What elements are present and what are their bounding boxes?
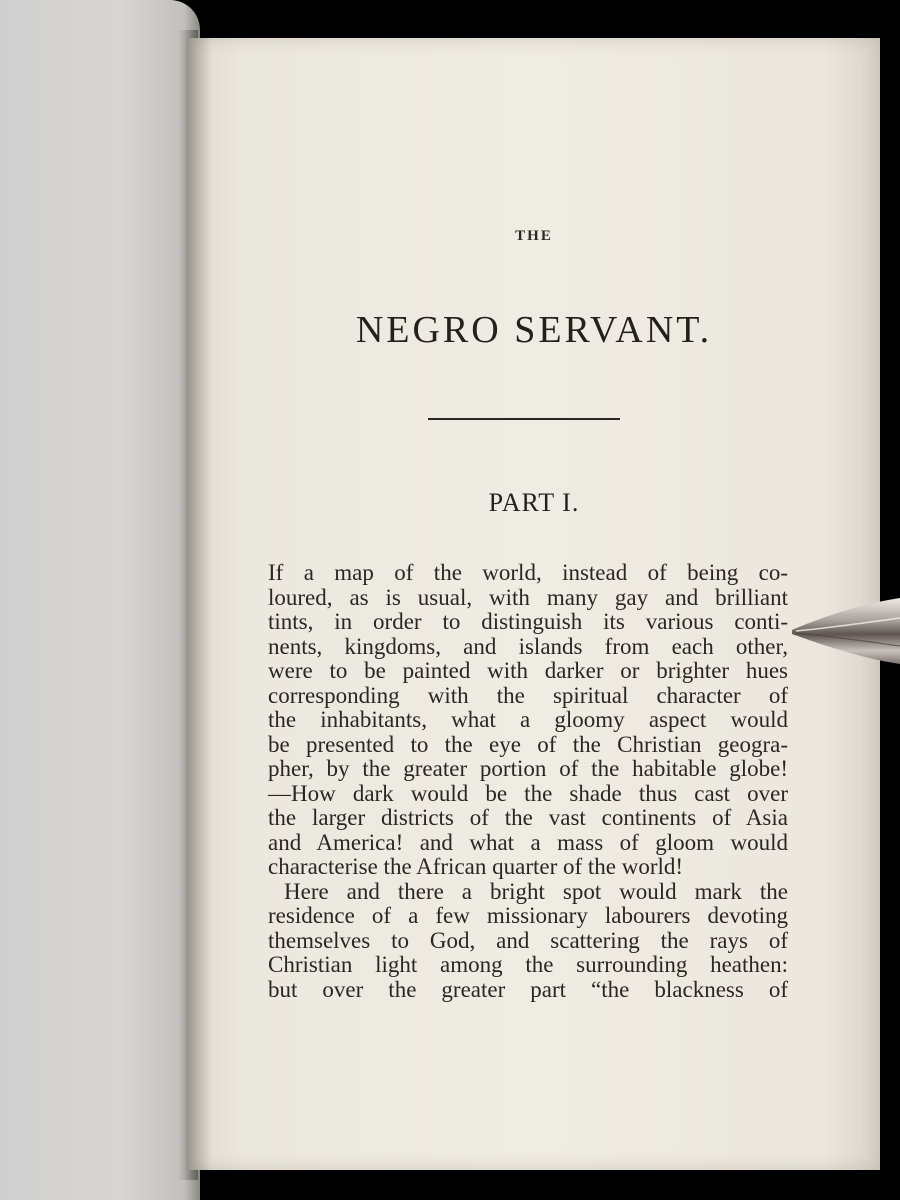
text-line: residence of a few missionary labourers devoting: [268, 903, 788, 928]
text-line: the larger districts of the vast continents of Asia: [268, 805, 788, 830]
text-line: —How dark would be the shade thus cast over: [268, 780, 788, 806]
text-line: themselves to God, and scattering the rays of: [268, 927, 788, 953]
text-line: corresponding with the spiritual character of: [268, 682, 788, 708]
body-text: [268, 561, 788, 1002]
metal-pointer-icon: [790, 598, 900, 664]
title-rule-divider: [428, 418, 620, 420]
text-line: loured, as is usual, with many gay and brilliant: [268, 584, 788, 610]
text-line: characterise the African quarter of the world!: [268, 854, 684, 879]
text-line: and America! and what a mass of gloom would: [268, 829, 788, 855]
text-line: but over the greater part “the blackness of: [268, 976, 788, 1002]
main-title: NEGRO SERVANT.: [355, 309, 713, 351]
small-title: THE: [515, 228, 553, 244]
text-line: the inhabitants, what a gloomy aspect would: [268, 707, 788, 732]
text-line: were to be painted with darker or brighter hues: [268, 658, 788, 683]
text-line: be presented to the eye of the Christian geogra-: [268, 731, 788, 757]
left-facing-page: [0, 0, 200, 1200]
text-line: tints, in order to distinguish its various conti-: [268, 609, 788, 634]
spine-shadow: [188, 38, 212, 1170]
text-line: If a map of the world, instead of being co-: [268, 560, 788, 585]
text-line: Christian light among the surrounding heathen:: [268, 952, 788, 977]
text-line: nents, kingdoms, and islands from each other,: [268, 633, 788, 659]
part-heading: PART I.: [488, 488, 580, 517]
text-line: Here and there a bright spot would mark the: [284, 878, 788, 904]
text-line: pher, by the greater portion of the habitable globe!: [268, 756, 788, 781]
